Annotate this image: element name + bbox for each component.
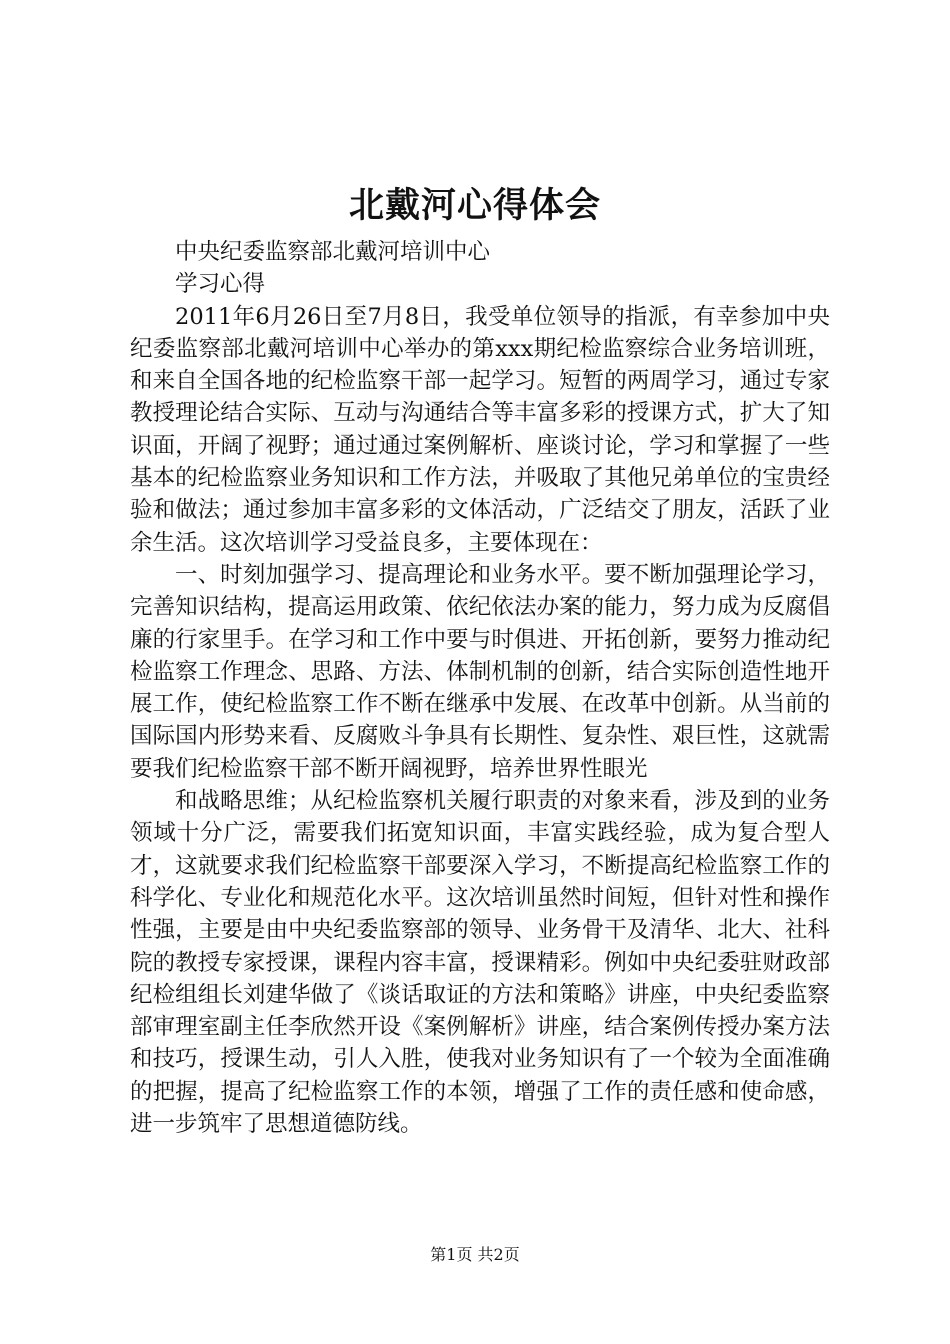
- page-footer: 第1页 共2页: [430, 1245, 520, 1264]
- paragraph-continuation: 和战略思维；从纪检监察机关履行职责的对象来看，涉及到的业务领域十分广泛，需要我们拓宽知识面，丰富实践经验，成为复合型人才，这就要求我们纪检监察干部要深入学习，不断提高纪检监察工作的科学化、专业化和规范化水平。这次培训虽然时间短，但针对性和操作性强，主要是由中央纪委监察部的领导、业务骨干及清华、北大、社科院的教授专家授课，课程内容丰富，授课精彩。例如中央纪委驻财政部纪检组组长刘建华做了《谈话取证的方法和策略》讲座，中央纪委监察部审理室副主任李欣然开设《案例解析》讲座，结合案例传授办案方法和技巧，授课生动，引人入胜，使我对业务知识有了一个较为全面准确的把握，提高了纪检监察工作的本领，增强了工作的责任感和使命感，进一步筑牢了思想道德防线。: [130, 788, 830, 1138]
- paragraph-point-one: 一、时刻加强学习、提高理论和业务水平。要不断加强理论学习，完善知识结构，提高运用政策、依纪依法办案的能力，努力成为反腐倡廉的行家里手。在学习和工作中要与时俱进、开拓创新，要努力推动纪检监察工作理念、思路、方法、体制机制的创新，结合实际创造性地开展工作，使纪检监察工作不断在继承中发展、在改革中创新。从当前的国际国内形势来看、反腐败斗争具有长期性、复杂性、艰巨性，这就需要我们纪检监察干部不断开阔视野，培养世界性眼光: [130, 561, 830, 782]
- paragraph-subtitle-label: 学习心得: [175, 271, 266, 298]
- document-title: 北戴河心得体会: [348, 185, 601, 226]
- paragraph-intro: 2011年6月26日至7月8日，我受单位领导的指派，有幸参加中央纪委监察部北戴河培训中心举办的第xxx期纪检监察综合业务培训班，和来自全国各地的纪检监察干部一起学习。短暂的两周学习，通过专家教授理论结合实际、互动与沟通结合等丰富多彩的授课方式，扩大了知识面，开阔了视野；通过通过案例解析、座谈讨论，学习和掌握了一些基本的纪检监察业务知识和工作方法，并吸取了其他兄弟单位的宝贵经验和做法；通过参加丰富多彩的文体活动，广泛结交了朋友，活跃了业余生活。这次培训学习受益良多，主要体现在：: [130, 303, 830, 556]
- document-body: [130, 236, 830, 1140]
- paragraph-subtitle-org: 中央纪委监察部北戴河培训中心: [175, 239, 491, 265]
